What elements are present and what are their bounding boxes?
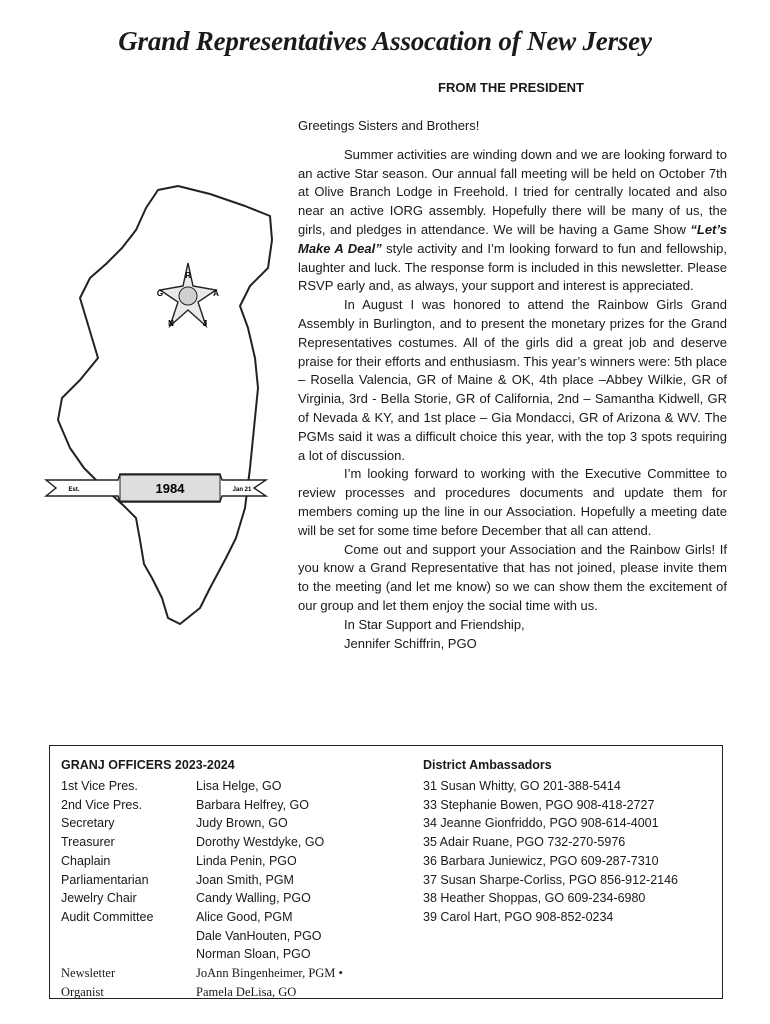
game-show-title: “Let’s Make A Deal” bbox=[298, 221, 727, 256]
star-letter-r: R bbox=[185, 271, 191, 280]
star-letter-j: J bbox=[202, 319, 208, 328]
ambassador-row: 31 Susan Whitty, GO 201-388-5414 bbox=[423, 779, 621, 793]
officer-role bbox=[61, 945, 196, 964]
officer-name: Pamela DeLisa, GO bbox=[196, 984, 297, 999]
officer-role: Jewelry Chair bbox=[61, 891, 137, 906]
officer-name: Norman Sloan, PGO bbox=[196, 947, 311, 962]
officer-name: JoAnn Bingenheimer, PGM • bbox=[196, 966, 343, 981]
officer-role bbox=[61, 927, 196, 946]
ambassador-row: 39 Carol Hart, PGO 908-852-0234 bbox=[423, 909, 614, 924]
officer-name: Lisa Helge, GO bbox=[196, 779, 282, 793]
letter-closing: In Star Support and Friendship, bbox=[344, 616, 525, 632]
ambassador-row: 35 Adair Ruane, PGO 732-270-5976 bbox=[423, 835, 626, 850]
officer-row bbox=[61, 964, 343, 983]
star-letter-a: A bbox=[213, 289, 219, 298]
officer-role: 2nd Vice Pres. bbox=[61, 797, 143, 812]
officers-list bbox=[61, 777, 343, 1001]
officer-name: Judy Brown, GO bbox=[196, 816, 288, 831]
officer-row bbox=[61, 796, 343, 815]
officer-name: Barbara Helfrey, GO bbox=[196, 797, 310, 812]
letter-greeting: Greetings Sisters and Brothers! bbox=[298, 118, 480, 133]
paragraph-1-text-b: style activity and I’m looking forward to fun and fellowship, laughter and luck. The response form is included in this newsletter. Please RSVP early and, as always, your support and interest is appreciated. bbox=[298, 240, 727, 294]
officer-role: Secretary bbox=[61, 816, 115, 831]
officer-row bbox=[61, 833, 343, 852]
officer-row bbox=[61, 908, 343, 927]
ambassador-row: 33 Stephanie Bowen, PGO 908-418-2727 bbox=[423, 797, 655, 812]
ambassador-row: 38 Heather Shoppas, GO 609-234-6980 bbox=[423, 891, 646, 906]
banner-est-label: Est. bbox=[68, 487, 80, 493]
ambassador-row: 37 Susan Sharpe-Corliss, PGO 856-912-2146 bbox=[423, 872, 679, 887]
officer-row bbox=[61, 777, 343, 796]
star-center-icon bbox=[179, 287, 197, 305]
officer-row bbox=[61, 983, 343, 1002]
star-letter-g: G bbox=[156, 289, 164, 298]
new-jersey-map-emblem bbox=[40, 168, 280, 628]
letter-paragraph-3: I’m looking forward to working with the Executive Committee to review processes and procedures documents and update them for members coming up the line in our Association. Hopefully a meeting date will be set for some time before December that all can attend. bbox=[298, 466, 727, 538]
banner-year: 1984 bbox=[155, 481, 185, 496]
officer-row bbox=[61, 871, 343, 890]
officer-row bbox=[61, 927, 343, 946]
letter-paragraph-1 bbox=[298, 146, 727, 296]
officer-row bbox=[61, 852, 343, 871]
section-heading: FROM THE PRESIDENT bbox=[438, 80, 584, 95]
officer-row bbox=[61, 945, 343, 964]
banner-date-label: Jan 21 bbox=[232, 487, 252, 493]
masthead-title: Grand Representatives Assocation of New Jersey bbox=[118, 26, 652, 56]
ambassador-row: 36 Barbara Juniewicz, PGO 609-287-7310 bbox=[423, 853, 659, 868]
paragraph-1-text-a: Summer activities are winding down and we are looking forward to an active Star season. Our annual fall meeting will be held on October 7th at Olive Branch Lodge in Freehold. I tried for centrally located and also near an active IORG assembly. Hopefully there will be many of us, the girls, and pledges in attendance. We will be having a Game Show bbox=[298, 146, 727, 237]
letter-paragraph-2: In August I was honored to attend the Rainbow Girls Grand Assembly in Burlington, and to present the monetary prizes for the Grand Representatives costumes. All of the girls did a great job and deserve praise for their efforts and enthusiasm. This year’s winners were: 5th place – Rosella Valencia, GR of Maine & OK, 4th place –Abbey Wilkie, GR of Virginia, 3rd - Bella Storie, GR of California, 2nd – Samantha Kidwell, GR of Nevada & KY, and 1st place – Gia Mondacci, GR of Arizona & WV. The PGMs said it was a difficult choice this year, with the top 3 spots requiring a lot of discussion. bbox=[298, 297, 727, 463]
new-jersey-outline bbox=[58, 186, 272, 624]
officer-name: Joan Smith, PGM bbox=[196, 872, 294, 887]
officers-title: GRANJ OFFICERS 2023-2024 bbox=[61, 758, 235, 772]
ambassador-row: 34 Jeanne Gionfriddo, PGO 908-614-4001 bbox=[423, 816, 659, 831]
letter-signature: Jennifer Schiffrin, PGO bbox=[344, 635, 477, 651]
officer-role: Newsletter bbox=[61, 966, 116, 981]
star-letter-n: N bbox=[168, 319, 174, 328]
ambassadors-list bbox=[423, 777, 678, 927]
officer-name: Candy Walling, PGO bbox=[196, 891, 311, 906]
ambassadors-title: District Ambassadors bbox=[423, 758, 552, 772]
officer-name: Dorothy Westdyke, GO bbox=[196, 835, 325, 850]
officer-row bbox=[61, 814, 343, 833]
officer-name: Alice Good, PGM bbox=[196, 909, 293, 924]
officer-role: Chaplain bbox=[61, 853, 111, 868]
officer-role: Organist bbox=[61, 984, 104, 999]
letter-paragraph-4: Come out and support your Association and the Rainbow Girls! If you know a Grand Representative that has not joined, please invite them to the meeting (and let me know) so we can show them the excitement of our group and let them enjoy the social time with us. bbox=[298, 541, 727, 613]
officer-role: Treasurer bbox=[61, 835, 115, 850]
officers-box bbox=[49, 745, 723, 999]
officer-role: Parliamentarian bbox=[61, 872, 149, 887]
officer-name: Dale VanHouten, PGO bbox=[196, 928, 322, 943]
officer-row bbox=[61, 889, 343, 908]
officer-role: 1st Vice Pres. bbox=[61, 779, 138, 793]
officer-role: Audit Committee bbox=[61, 909, 154, 924]
president-letter bbox=[298, 117, 727, 653]
officer-name: Linda Penin, PGO bbox=[196, 853, 297, 868]
